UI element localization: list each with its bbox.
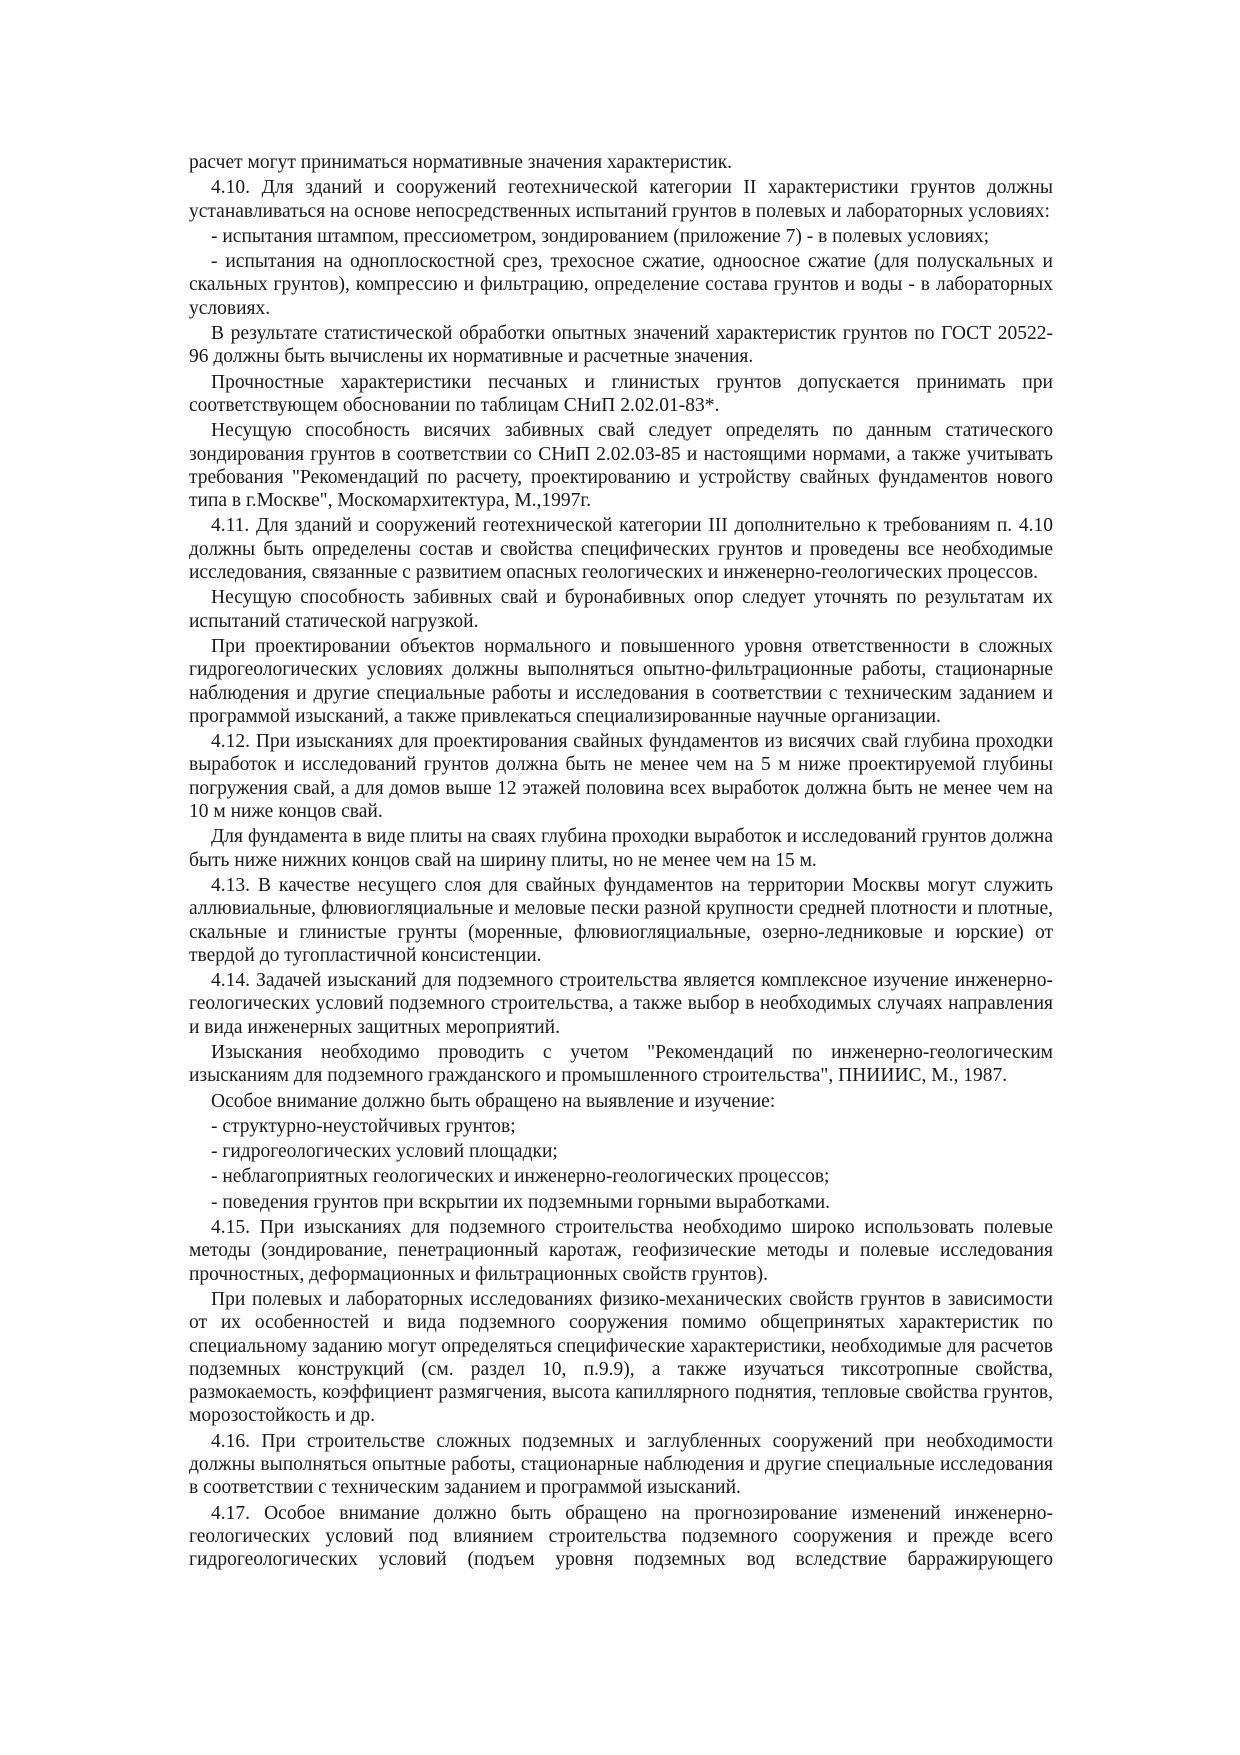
paragraph-4-15: 4.15. При изысканиях для подземного строительства необходимо широко использовать полевые методы (зондирование, пенетрационный каротаж, геофизические методы и полевые исследования прочностных, деформационных и фильтрационных свойств грунтов).	[189, 1217, 1053, 1285]
paragraph-4-13: 4.13. В качестве несущего слоя для свайных фундаментов на территории Москвы могут служить аллювиальные, флювиогляциальные и меловые пески разной крупности средней плотности и плотные, скальные и глинистые грунты (моренные, флювиогляциальные, озерно-ледниковые и юрские) от твердой до тугопластичной консистенции.	[189, 874, 1053, 966]
list-item-hydro-conditions: - гидрогеологических условий площадки;	[211, 1141, 558, 1163]
document-page	[189, 151, 1053, 1572]
paragraph-intro-continuation: расчет могут приниматься нормативные значения характеристик.	[189, 152, 733, 173]
paragraph-4-14: 4.14. Задачей изысканий для подземного строительства является комплексное изучение инженерно-геологических условий подземного строительства, а также выбор в необходимых случаях направления и вида инженерных защитных мероприятий.	[189, 970, 1053, 1038]
paragraph-slab-on-piles: Для фундамента в виде плиты на сваях глубина проходки выработок и исследований грунтов должна быть ниже нижних концов свай на ширину плиты, но не менее чем на 15 м.	[189, 826, 1053, 871]
paragraph-recommendations: Изыскания необходимо проводить с учетом "Рекомендаций по инженерно-геологическим изысканиям для подземного гражданского и промышленного строительства", ПНИИИС, М., 1987.	[189, 1041, 1053, 1087]
paragraph-field-lab-studies: При полевых и лабораторных исследованиях физико-механических свойств грунтов в зависимости от их особенностей и вида подземного сооружения помимо общепринятых характеристик по специальному заданию могут определяться специфические характеристики, необходимые для расчетов подземных конструкций (см. раздел 10, п.9.9), а также изучаться тиксотропные свойства, размокаемость, коэффициент размягчения, высота капиллярного поднятия, тепловые свойства грунтов, морозостойкость и др.	[189, 1288, 1053, 1427]
list-item-soil-behaviour: - поведения грунтов при вскрытии их подземными горными выработками.	[211, 1191, 831, 1213]
list-item-unstable-soils: - структурно-неустойчивых грунтов;	[211, 1115, 516, 1137]
paragraph-4-17: 4.17. Особое внимание должно быть обращено на прогнозирование изменений инженерно-геологических условий под влиянием строительства подземного сооружения и прежде всего гидрогеологических условий (подъем уровня подземных вод вследствие барражирующего	[189, 1502, 1053, 1571]
paragraph-strength-characteristics: Прочностные характеристики песчаных и глинистых грунтов допускается принимать при соответствующем обосновании по таблицам СНиП 2.02.01-83*.	[189, 371, 1053, 416]
paragraph-4-16: 4.16. При строительстве сложных подземных и заглубленных сооружений при необходимости должны выполняться опытные работы, стационарные наблюдения и другие специальные исследования в соответствии с техническим заданием и программой изысканий.	[189, 1430, 1053, 1499]
paragraph-pile-static-load: Несущую способность забивных свай и буронабивных опор следует уточнять по результатам их испытаний статической нагрузкой.	[189, 587, 1053, 632]
list-item-adverse-processes: - неблагоприятных геологических и инженерно-геологических процессов;	[211, 1166, 830, 1188]
paragraph-statistical-processing: В результате статистической обработки опытных значений характеристик грунтов по ГОСТ 20522-96 должны быть вычислены их нормативные и расчетные значения.	[189, 323, 1053, 368]
paragraph-pile-capacity: Несущую способность висячих забивных свай следует определять по данным статического зондирования грунтов в соответствии со СНиП 2.02.03-85 и настоящими нормами, а также учитывать требования "Рекомендаций по расчету, проектированию и устройству свайных фундаментов нового типа в г.Москве", Москомархитектура, М.,1997г.	[189, 420, 1053, 512]
paragraph-4-12: 4.12. При изысканиях для проектирования свайных фундаментов из висячих свай глубина проходки выработок и исследований грунтов должна быть не менее чем на 5 м ниже проектируемой глубины погружения свай, а для домов выше 12 этажей половина всех выработок должна быть не менее чем на 10 м ниже концов свай.	[189, 731, 1053, 823]
list-item-field-tests: - испытания штампом, прессиометром, зондированием (приложение 7) - в полевых условиях;	[211, 225, 990, 247]
paragraph-4-10: 4.10. Для зданий и сооружений геотехнической категории II характеристики грунтов должны устанавливаться на основе непосредственных испытаний грунтов в полевых и лабораторных условиях:	[189, 177, 1053, 222]
paragraph-hydrogeological-works: При проектировании объектов нормального и повышенного уровня ответственности в сложных гидрогеологических условиях должны выполняться опытно-фильтрационные работы, стационарные наблюдения и другие специальные работы и исследования в соответствии с техническим заданием и программой изысканий, а также привлекаться специализированные научные организации.	[189, 635, 1053, 727]
paragraph-4-11: 4.11. Для зданий и сооружений геотехнической категории III дополнительно к требованиям п. 4.10 должны быть определены состав и свойства специфических грунтов и проведены все необходимые исследования, связанные с развитием опасных геологических и инженерно-геологических процессов.	[189, 515, 1053, 584]
paragraph-special-attention: Особое внимание должно быть обращено на выявление и изучение:	[211, 1090, 776, 1112]
list-item-lab-tests: - испытания на одноплоскостной срез, трехосное сжатие, одноосное сжатие (для полускальных и скальных грунтов), компрессию и фильтрацию, определение состава грунтов и воды - в лабораторных условиях.	[189, 251, 1053, 319]
